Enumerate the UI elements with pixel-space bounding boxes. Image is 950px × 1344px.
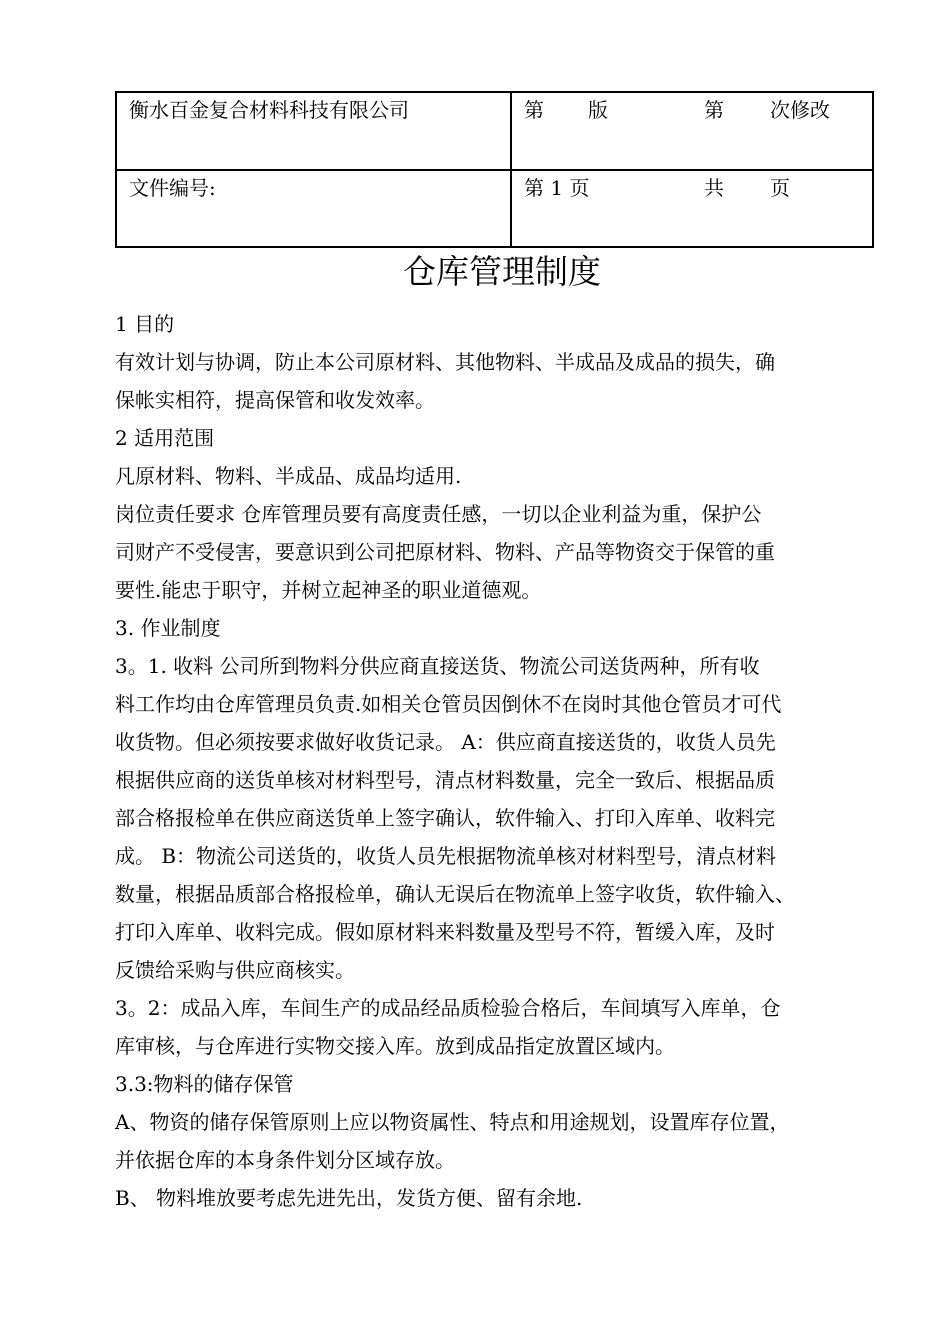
body-line: 打印入库单、收料完成。假如原材料来料数量及型号不符，暂缓入库，及时 [115, 920, 775, 944]
revision-suffix: 次修改 [770, 98, 830, 122]
header-row-2 [116, 170, 873, 248]
company-name: 衡水百金复合材料科技有限公司 [129, 98, 409, 122]
body-line: 3。1. 收料 公司所到物料分供应商直接送货、物流公司送货两种，所有收 [115, 654, 760, 678]
company-name-cell [116, 92, 511, 170]
body-line: 3. 作业制度 [115, 616, 221, 640]
edition-suffix: 版 [588, 98, 608, 122]
body-line: A、物资的储存保管原则上应以物资属性、特点和用途规划，设置库存位置， [115, 1110, 790, 1134]
document-body [115, 305, 875, 1217]
page-number: 第 1 页 [524, 175, 590, 200]
body-line: 3。2：成品入库，车间生产的成品经品质检验合格后，车间填写入库单，仓 [115, 996, 781, 1020]
body-line: 有效计划与协调，防止本公司原材料、其他物料、半成品及成品的损失，确 [115, 350, 775, 374]
body-line: 要性.能忠于职守，并树立起神圣的职业道德观。 [115, 578, 542, 602]
file-number-label: 文件编号: [129, 175, 216, 200]
edition-prefix: 第 [524, 98, 544, 122]
body-line: 1 目的 [115, 312, 175, 336]
body-line: 岗位责任要求 仓库管理员要有高度责任感，一切以企业利益为重，保护公 [115, 502, 762, 526]
body-line: 数量，根据品质部合格报检单，确认无误后在物流单上签字收货，软件输入、 [115, 882, 795, 906]
total-pages-suffix: 页 [770, 175, 790, 200]
edition-cell [511, 92, 873, 170]
body-line: 库审核，与仓库进行实物交接入库。放到成品指定放置区域内。 [115, 1034, 675, 1058]
document-title: 仓库管理制度 [403, 252, 601, 291]
body-line: B、 物料堆放要考虑先进先出，发货方便、留有余地. [115, 1186, 583, 1210]
body-line: 成。 B：物流公司送货的，收货人员先根据物流单核对材料型号，清点材料 [115, 844, 777, 868]
page-info-cell [511, 170, 873, 248]
body-line: 保帐实相符，提高保管和收发效率。 [115, 388, 435, 412]
body-line: 2 适用范围 [115, 426, 215, 450]
body-line: 3.3:物料的储存保管 [115, 1072, 294, 1096]
body-line: 并依据仓库的本身条件划分区域存放。 [115, 1148, 455, 1172]
body-line: 部合格报检单在供应商送货单上签字确认，软件输入、打印入库单、收料完 [115, 806, 775, 830]
body-line: 根据供应商的送货单核对材料型号，清点材料数量，完全一致后、根据品质 [115, 768, 775, 792]
header-row-1 [116, 92, 873, 170]
body-line: 反馈给采购与供应商核实。 [115, 958, 355, 982]
body-line: 凡原材料、物料、半成品、成品均适用. [115, 464, 462, 488]
body-line: 料工作均由仓库管理员负责.如相关仓管员因倒休不在岗时其他仓管员才可代 [115, 692, 782, 716]
file-number-cell [116, 170, 511, 248]
total-pages-prefix: 共 [704, 175, 724, 200]
body-line: 收货物。但必须按要求做好收货记录。 A：供应商直接送货的，收货人员先 [115, 730, 776, 754]
document-header-table [115, 91, 874, 248]
body-line: 司财产不受侵害，要意识到公司把原材料、物料、产品等物资交于保管的重 [115, 540, 775, 564]
revision-prefix: 第 [704, 98, 724, 122]
